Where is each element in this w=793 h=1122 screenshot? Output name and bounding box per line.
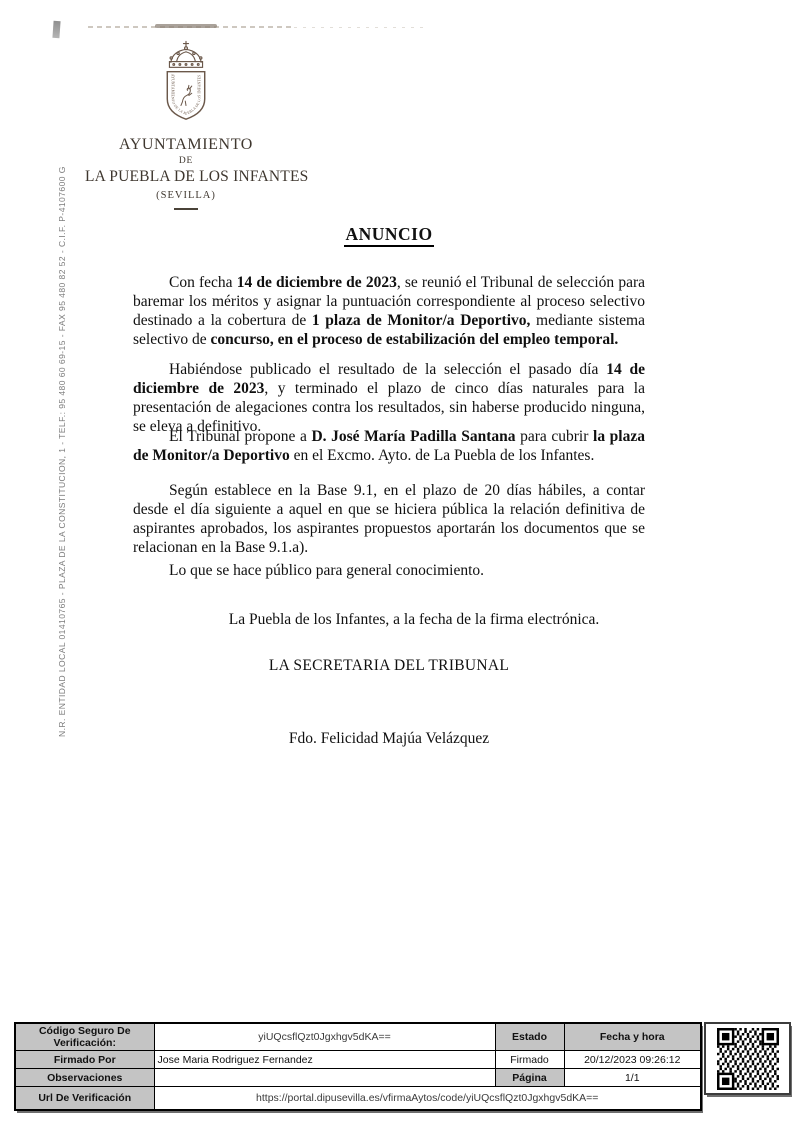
svg-text:AYUNTAMIENTO DE LA PUEBLA DE L: [171, 74, 202, 116]
signature-name: Fdo. Felicidad Majúa Velázquez: [288, 730, 490, 747]
date-line: La Puebla de los Infantes, a la fecha de la firma electrónica.: [228, 611, 600, 628]
scan-artifact-mark: [52, 21, 60, 38]
header-rule: [174, 208, 198, 210]
table-row-url: [15, 1087, 701, 1111]
signer-value: Jose Maria Rodriguez Fernandez: [154, 1051, 495, 1069]
url-label: Url De Verificación: [15, 1087, 154, 1111]
scan-artifact-line-dark: [155, 24, 217, 28]
org-name-line1: AYUNTAMIENTO: [119, 136, 253, 153]
observations-label: Observaciones: [15, 1069, 154, 1087]
page-header: Página: [495, 1069, 564, 1087]
document-title-text: ANUNCIO: [344, 224, 433, 247]
verification-table: [14, 1022, 702, 1111]
paragraph-results-published: Habiéndose publicado el resultado de la selección el pasado día 14 de diciembre de 2023, y terminado el plazo de cinco días naturales para la presentación de alegaciones contra los resultados, sin haberse producido ninguna, se eleva a definitivo.: [133, 361, 646, 435]
url-value: https://portal.dipusevilla.es/vfirmaAytos/code/yiUQcsflQzt0Jgxhgv5dKA==: [154, 1087, 701, 1111]
datetime-header: Fecha y hora: [564, 1023, 701, 1051]
paragraph-tribunal-meeting: Con fecha 14 de diciembre de 2023, se reunió el Tribunal de selección para baremar los méritos y asignar la puntuación correspondiente al proceso selectivo destinado a la cobertura de 1 plaza de Monitor/a Deportivo, mediante sistema selectivo de concurso, en el proceso de estabilización del empleo temporal.: [133, 274, 645, 348]
status-header: Estado: [495, 1023, 564, 1051]
letterhead: [85, 40, 309, 210]
table-row-csv: [15, 1023, 701, 1051]
table-row-observations: [15, 1069, 701, 1087]
csv-value: yiUQcsflQzt0Jgxhgv5dKA==: [154, 1023, 495, 1051]
qr-code-icon: [717, 1028, 779, 1090]
entity-registration-sidebar: N.R. ENTIDAD LOCAL 01410765 - PLAZA DE LA CONSTITUCION, 1 - TELF.: 95 480 60 69-15 - FAX 95 480 82 52 - C.I.F. P-4107600 G: [57, 166, 67, 737]
paragraph-base-9-1: Según establece en la Base 9.1, en el plazo de 20 días hábiles, a contar desde el día siguiente a aquel en que se hiciera pública la relación definitiva de aspirantes aprobados, los aspirantes propuestos aportarán los documentos que se relacionan en la Base 9.1.a).: [133, 482, 645, 556]
datetime-value: 20/12/2023 09:26:12: [564, 1051, 701, 1069]
table-row-signer: [15, 1051, 701, 1069]
coat-of-arms-icon: [150, 40, 222, 135]
paragraph-proposal: El Tribunal propone a D. José María Padilla Santana para cubrir la plaza de Monitor/a Deportivo en el Excmo. Ayto. de La Puebla de los Infantes.: [133, 428, 645, 464]
observations-value: [154, 1069, 495, 1087]
signature-role: LA SECRETARIA DEL TRIBUNAL: [268, 657, 510, 674]
status-value: Firmado: [495, 1051, 564, 1069]
document-title: [133, 224, 645, 245]
org-name-line2: DE: [178, 156, 194, 166]
org-province: (SEVILLA): [156, 190, 216, 201]
qr-code: [704, 1022, 791, 1095]
scan-artifact-line-tail: [294, 27, 424, 28]
paragraph-public-notice: Lo que se hace público para general conocimiento.: [169, 562, 485, 579]
crest-ring-text: AYUNTAMIENTO DE LA PUEBLA DE LOS INFANTES: [170, 73, 202, 117]
csv-label: Código Seguro De Verificación:: [15, 1023, 154, 1051]
org-name-line3: LA PUEBLA DE LOS INFANTES: [85, 168, 309, 185]
page-value: 1/1: [564, 1069, 701, 1087]
signer-label: Firmado Por: [15, 1051, 154, 1069]
